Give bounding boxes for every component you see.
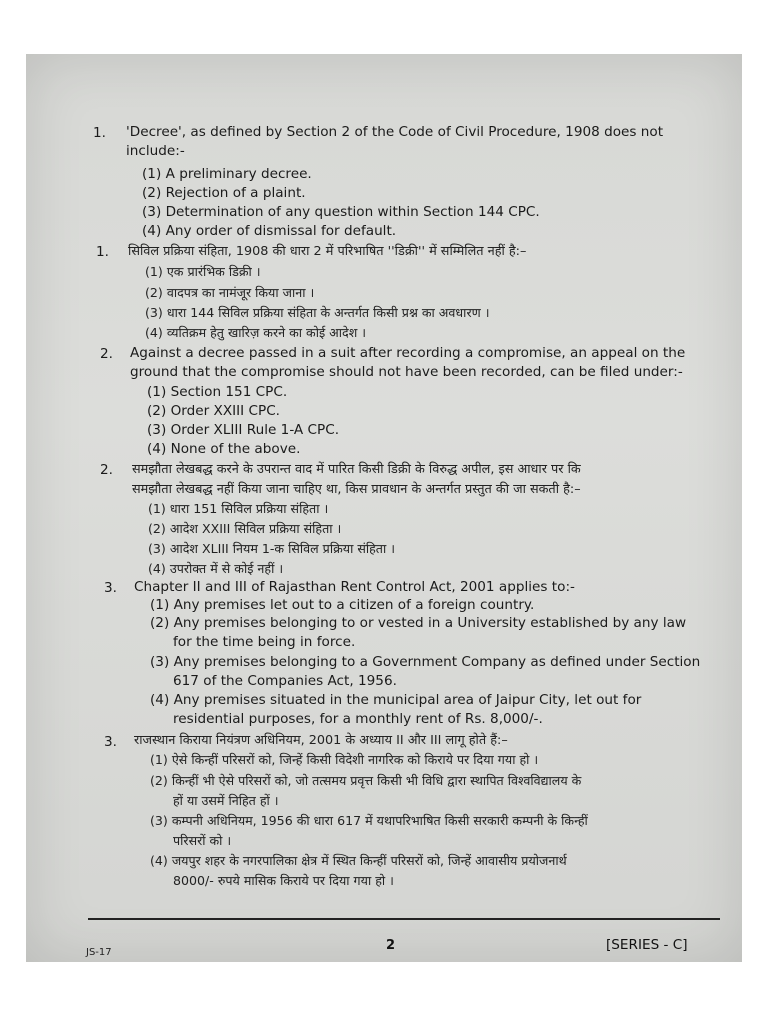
q3-text: Chapter II and III of Rajasthan Rent Control Act, 2001 applies to:- [134,579,575,595]
q2-text-line2: ground that the compromise should not have been recorded, can be filed under:- [130,364,683,380]
q2h-text-line2: समझौता लेखबद्ध नहीं किया जाना चाहिए था, किस प्रावधान के अन्तर्गत प्रस्तुत की जा सकती है:– [132,482,581,497]
q3h-number: 3. [104,734,117,750]
paper-code: JS-17 [86,947,112,958]
q3-option-3-line2: 617 of the Companies Act, 1956. [173,673,397,689]
q2h-option-1: (1) धारा 151 सिविल प्रक्रिया संहिता । [148,501,329,516]
q1h-option-3: (3) धारा 144 सिविल प्रक्रिया संहिता के अन्तर्गत किसी प्रश्न का अवधारण । [145,305,490,320]
q3-option-2-line1: (2) Any premises belonging to or vested in a University established by any law [150,615,687,631]
series-label: [SERIES - C] [606,937,688,953]
footer-divider [88,918,720,920]
q1h-number: 1. [96,244,109,260]
q1h-option-2: (2) वादपत्र का नामंजूर किया जाना । [145,285,315,300]
q2-option-1: (1) Section 151 CPC. [147,384,288,400]
q1-option-2: (2) Rejection of a plaint. [142,185,306,201]
q2-option-3: (3) Order XLIII Rule 1-A CPC. [147,422,340,438]
q1-option-4: (4) Any order of dismissal for default. [142,223,397,239]
q3-option-4-line1: (4) Any premises situated in the municipal area of Jaipur City, let out for [150,692,642,708]
q2h-text-line1: समझौता लेखबद्ध करने के उपरान्त वाद में पारित किसी डिक्री के विरुद्ध अपील, इस आधार पर कि [132,462,581,477]
q3-number: 3. [104,580,117,596]
q1-option-1: (1) A preliminary decree. [142,166,312,182]
q1h-text: सिविल प्रक्रिया संहिता, 1908 की धारा 2 में परिभाषित ''डिक्री'' में सम्मिलित नहीं है:– [128,244,527,259]
page-number: 2 [386,938,396,953]
q3-option-4-line2: residential purposes, for a monthly rent of Rs. 8,000/-. [173,711,543,727]
q3h-option-3-line2: परिसरों को । [173,833,232,848]
q2-option-2: (2) Order XXIII CPC. [147,403,281,419]
q3h-text: राजस्थान किराया नियंत्रण अधिनियम, 2001 के अध्याय II और III लागू होते हैं:– [134,733,508,748]
q2h-option-4: (4) उपरोक्त में से कोई नहीं । [148,561,284,576]
q1h-option-4: (4) व्यतिक्रम हेतु खारिज़ करने का कोई आदेश । [145,325,367,340]
q3h-option-3-line1: (3) कम्पनी अधिनियम, 1956 की धारा 617 में यथापरिभाषित किसी सरकारी कम्पनी के किन्हीं [150,813,588,828]
q1h-option-1: (1) एक प्रारंभिक डिक्री । [145,264,261,279]
q3-option-2-line2: for the time being in force. [173,634,356,650]
q2-number: 2. [100,346,113,362]
q2h-option-3: (3) आदेश XLIII नियम 1-क सिविल प्रक्रिया संहिता । [148,541,396,556]
q3h-option-2-line2: हों या उसमें निहित हों । [173,793,279,808]
q3-option-1: (1) Any premises let out to a citizen of a foreign country. [150,597,535,613]
q2h-option-2: (2) आदेश XXIII सिविल प्रक्रिया संहिता । [148,521,342,536]
q2-option-4: (4) None of the above. [147,441,301,457]
q1-number: 1. [93,125,106,141]
q3h-option-4-line1: (4) जयपुर शहर के नगरपालिका क्षेत्र में स्थित किन्हीं परिसरों को, जिन्हें आवासीय प्रयोजनार्थ [150,853,567,868]
q3h-option-1: (1) ऐसे किन्हीं परिसरों को, जिन्हें किसी विदेशी नागरिक को किराये पर दिया गया हो । [150,752,539,767]
q2h-number: 2. [100,462,113,478]
q1-text: 'Decree', as defined by Section 2 of the Code of Civil Procedure, 1908 does not include:- [126,124,664,159]
q2-text-line1: Against a decree passed in a suit after recording a compromise, an appeal on the [130,345,686,361]
q3h-option-4-line2: 8000/- रुपये मासिक किराये पर दिया गया हो । [173,873,394,888]
q3-option-3-line1: (3) Any premises belonging to a Government Company as defined under Section [150,654,701,670]
q1-option-3: (3) Determination of any question within Section 144 CPC. [142,204,540,220]
q3h-option-2-line1: (2) किन्हीं भी ऐसे परिसरों को, जो तत्समय प्रवृत्त किसी भी विधि द्वारा स्थापित विश्वविद्यालय के [150,773,582,788]
